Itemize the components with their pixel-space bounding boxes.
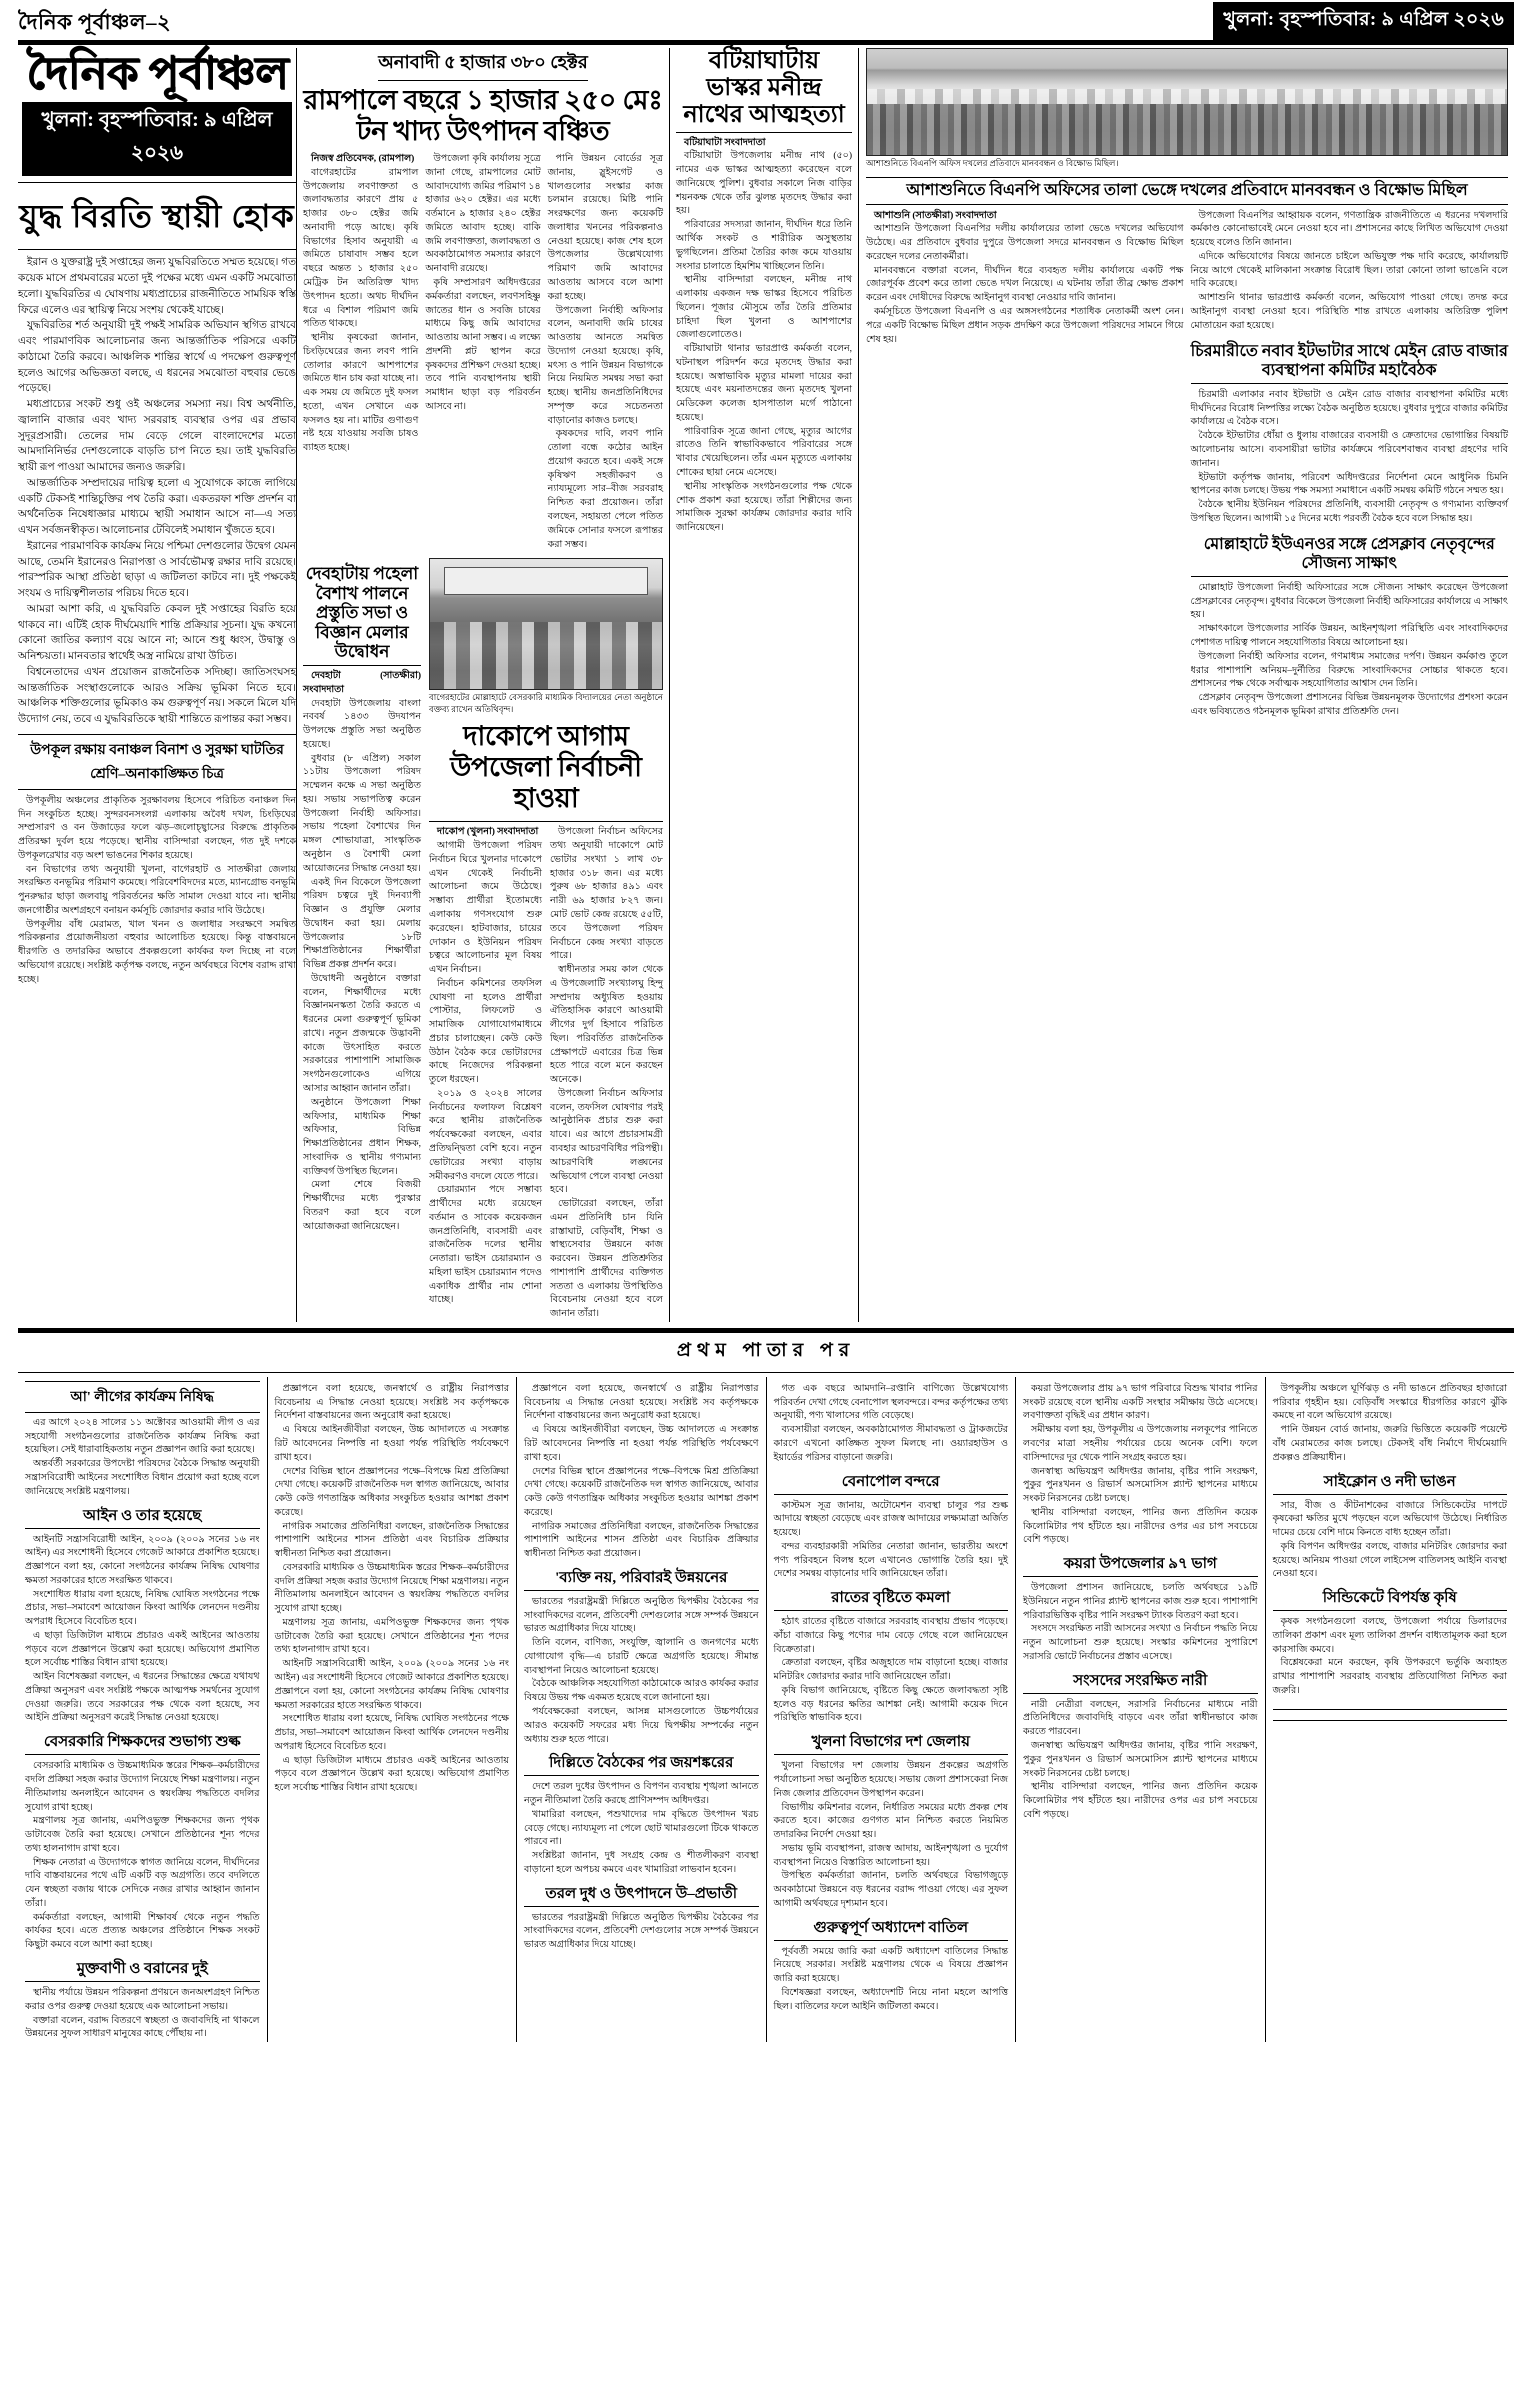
dacope-col-1 bbox=[429, 826, 542, 1322]
lower-paragraph: দেশের বিভিন্ন স্থানে প্রজ্ঞাপনের পক্ষে–বিপক্ষে মিশ্র প্রতিক্রিয়া দেখা গেছে। কয়েকটি রাজনৈতিক দল স্বাগত জানিয়েছে, আবার কেউ কেউ গণতান্ত্রিক অধিকার সংকুচিত হওয়ার আশঙ্কা প্রকাশ করেছে। bbox=[274, 1466, 509, 1518]
debhata-paragraph: বুধবার (৮ এপ্রিল) সকাল ১১টায় উপজেলা পরিষদ সম্মেলন কক্ষে এ সভা অনুষ্ঠিত হয়। সভায় সভাপতিত্ব করেন উপজেলা নির্বাহী অফিসার। সভায় পহেলা বৈশাখের দিন মঙ্গল শোভাযাত্রা, সাংস্কৃতিক অনুষ্ঠান ও বৈশাখী মেলা আয়োজনের সিদ্ধান্ত নেওয়া হয়। bbox=[303, 753, 421, 874]
rampal-paragraph: কৃষকদের দাবি, লবণ পানি তোলা বন্ধে কঠোর আইন প্রয়োগ করতে হবে। একই সঙ্গে কৃষিঋণ সহজীকরণ ও ন্যায্যমূল্যে সার–বীজ সরবরাহ নিশ্চিত করা প্রয়োজন। তাঁরা বলছেন, সহায়তা পেলে পতিত জমিকে সোনার ফসলে রূপান্তর করা সম্ভব। bbox=[547, 429, 663, 550]
batiaghata-rule bbox=[676, 132, 852, 133]
debhata-byline: দেবহাটা (সাতক্ষীরা) সংবাদদাতা bbox=[303, 671, 421, 695]
lower-col-4 bbox=[767, 1377, 1016, 2042]
lower-2-body bbox=[774, 1500, 1009, 1583]
lower-paragraph: খুলনা বিভাগের দশ জেলায় উন্নয়ন প্রকল্পের অগ্রগতি পর্যালোচনা সভা অনুষ্ঠিত হয়েছে। সভায় জেলা প্রশাসকেরা নিজ নিজ জেলার প্রতিবেদন উপস্থাপন করেন। bbox=[773, 1761, 1008, 1799]
lower-paragraph: অন্তর্বর্তী সরকারের উপদেষ্টা পরিষদের বৈঠকে সিদ্ধান্ত অনুযায়ী সন্ত্রাসবিরোধী আইনের সংশোধিত বিধান প্রয়োগ করা হচ্ছে বলে জানিয়েছে সংশ্লিষ্ট মন্ত্রণালয়। bbox=[25, 1459, 260, 1497]
lower-paragraph: এ বিষয়ে আইনজীবীরা বলছেন, উচ্চ আদালতে এ সংক্রান্ত রিট আবেদনের নিষ্পত্তি না হওয়া পর্যন্ত পরিস্থিতি পর্যবেক্ষণে রাখা হবে। bbox=[274, 1425, 509, 1463]
page-folio: দৈনিক পূর্বাঞ্চল–২ bbox=[18, 10, 172, 34]
lower-3-intro bbox=[1023, 1383, 1258, 1548]
rampal-paragraph: কৃষি সম্প্রসারণ অধিদপ্তরের কর্মকর্তারা বলছেন, লবণসহিষ্ণু জাতের ধান ও সবজি চাষের মাধ্যমে কিছু জমি আবাদের আওতায় আনা সম্ভব। এ লক্ষ্যে প্রদর্শনী প্লট স্থাপন করে কৃষকদের প্রশিক্ষণ দেওয়া হচ্ছে। তবে পানি ব্যবস্থাপনায় স্থায়ী সমাধান ছাড়া বড় পরিবর্তন আসবে না। bbox=[425, 277, 541, 412]
lower-paragraph: কৃষি বিপণন অধিদপ্তর বলছে, বাজার মনিটরিং জোরদার করা হয়েছে। অনিয়ম পাওয়া গেলে লাইসেন্স বাতিলসহ আইনি ব্যবস্থা নেওয়া হবে। bbox=[1272, 1541, 1507, 1580]
lower-paragraph: আইন বিশেষজ্ঞরা বলছেন, এ ধরনের সিদ্ধান্তের ক্ষেত্রে যথাযথ প্রক্রিয়া অনুসরণ এবং সংশ্লিষ্ট পক্ষকে আত্মপক্ষ সমর্থনের সুযোগ দেওয়া জরুরি। তবে সরকারের পক্ষ থেকে বলা হয়েছে, সব আইনি প্রক্রিয়া অনুসরণ করেই সিদ্ধান্ত নেওয়া হয়েছে। bbox=[25, 1672, 260, 1724]
lower-4-sub-0: সিন্ডিকেটে বিপর্যস্ত কৃষি bbox=[1273, 1589, 1508, 1611]
lead-sub-paragraph: উপকূলীয় অঞ্চলের প্রাকৃতিক সুরক্ষাবলয় হিসেবে পরিচিত বনাঞ্চল দিন দিন সংকুচিত হচ্ছে। সুন্দরবনসংলগ্ন এলাকায় অবৈধ দখল, চিংড়িঘের সম্প্রসারণ ও বন উজাড়ের ফলে ঝড়–জলোচ্ছ্বাসের বিরুদ্ধে প্রাকৃতিক প্রতিরক্ষা দুর্বল হয়ে পড়েছে। স্থানীয় বাসিন্দারা বলছেন, গত দুই দশকে উপকূলরেখার বড় অংশ ভাঙনের শিকার হয়েছে। bbox=[18, 795, 296, 861]
lower-paragraph: বিশ্লেষকেরা মনে করছেন, কৃষি উপকরণে ভর্তুকি অব্যাহত রাখার পাশাপাশি সরবরাহ ব্যবস্থায় প্রতিযোগিতা নিশ্চিত করা জরুরি। bbox=[1272, 1658, 1507, 1696]
lead-paragraph: ইরান ও যুক্তরাষ্ট্র দুই সপ্তাহের জন্য যুদ্ধবিরতিতে সম্মত হয়েছে। গত কয়েক মাসে প্রথমবারের মতো দুই পক্ষের মধ্যে এমন একটি সমঝোতা হলো। যুদ্ধবিরতির এ ঘোষণায় মধ্যপ্রাচ্যের রাজনীতিতে সাময়িক স্বস্তি ফিরে এলেও এর স্থায়িত্ব নিয়ে সংশয় থেকেই যাচ্ছে। bbox=[18, 257, 296, 316]
lower-0-headline: আ' লীগের কার্যক্রম নিষিদ্ধ bbox=[25, 1381, 260, 1413]
lower-4-body bbox=[1273, 1500, 1508, 1583]
lower-2-sub-2: গুরুত্বপূর্ণ অধ্যাদেশ বাতিল bbox=[774, 1919, 1009, 1941]
lower-paragraph: জনস্বাস্থ্য অভিযন্ত্রণ অধিদপ্তর জানায়, বৃষ্টির পানি সংরক্ষণ, পুকুর পুনঃখনন ও রিভার্স অসমোসিস প্ল্যান্ট স্থাপনের মাধ্যমে সংকট নিরসনের চেষ্টা চলছে। bbox=[1023, 1466, 1258, 1505]
lower-paragraph: নাগরিক সমাজের প্রতিনিধিরা বলছেন, রাজনৈতিক সিদ্ধান্তের পাশাপাশি আইনের শাসন প্রতিষ্ঠা এবং বিচারিক প্রক্রিয়ার স্বাধীনতা নিশ্চিত করা প্রয়োজন। bbox=[274, 1521, 509, 1560]
lower-paragraph: বিভাগীয় কমিশনার বলেন, নির্ধারিত সময়ের মধ্যে প্রকল্প শেষ করতে হবে। কাজের গুণগত মান নিশ্চিত করতে নিয়মিত তদারকির নির্দেশ দেওয়া হয়। bbox=[773, 1802, 1008, 1841]
lower-paragraph: স্থানীয় বাসিন্দারা বলছেন, পানির জন্য প্রতিদিন কয়েক কিলোমিটার পথ হাঁটতে হয়। নারীদের ওপর এর চাপ সবচেয়ে বেশি পড়ছে। bbox=[1023, 1782, 1258, 1820]
top-date-badge: খুলনা: বৃহস্পতিবার: ৯ এপ্রিল ২০২৬ bbox=[1213, 2, 1514, 42]
photo-image bbox=[430, 559, 662, 689]
right-item-0-headline: চিরমারীতে নবাব ইটভাটার সাথে মেইন রোড বাজার ব্যবস্থাপনা কমিটির মহাবৈঠক bbox=[1191, 342, 1509, 384]
lower-4-intro bbox=[1273, 1383, 1508, 1466]
right-item-paragraph: ইটভাটা কর্তৃপক্ষ জানায়, পরিবেশ অধিদপ্তরের নির্দেশনা মেনে আধুনিক চিমনি স্থাপনের কাজ চলছে। উভয় পক্ষ সমস্যা সমাধানে একটি সমন্বয় কমিটি গঠনে সম্মত হয়। bbox=[1190, 472, 1508, 497]
debhata-paragraph: অনুষ্ঠানে উপজেলা শিক্ষা অফিসার, মাধ্যমিক শিক্ষা অফিসার, বিভিন্ন শিক্ষাপ্রতিষ্ঠানের প্রধান শিক্ষক, সাংবাদিক ও স্থানীয় গণ্যমান্য ব্যক্তিবর্গ উপস্থিত ছিলেন। bbox=[303, 1097, 421, 1177]
dacope-paragraph: ২০১৯ ও ২০২৪ সালের নির্বাচনের ফলাফল বিশ্লেষণ করে স্থানীয় রাজনৈতিক পর্যবেক্ষকেরা বলছেন, এবার প্রতিদ্বন্দ্বিতা বেশি হবে। নতুন ভোটারের সংখ্যা বাড়ায় সমীকরণও বদলে যেতে পারে। bbox=[429, 1088, 542, 1182]
photo-image bbox=[867, 49, 1507, 155]
batiaghata-paragraph: পরিবারের সদস্যরা জানান, দীর্ঘদিন ধরে তিনি আর্থিক সংকট ও শারীরিক অসুস্থতায় ভুগছিলেন। প্রতিমা তৈরির কাজ কমে যাওয়ায় সংসার চালাতে হিমশিম খাচ্ছিলেন তিনি। bbox=[676, 220, 852, 272]
dacope-paragraph: চেয়ারম্যান পদে সম্ভাব্য প্রার্থীদের মধ্যে রয়েছেন বর্তমান ও সাবেক কয়েকজন জনপ্রতিনিধি, ব্যবসায়ী এবং রাজনৈতিক দলের স্থানীয় নেতারা। ভাইস চেয়ারম্যান ও মহিলা ভাইস চেয়ারম্যান পদেও একাধিক প্রার্থীর নাম শোনা যাচ্ছে। bbox=[429, 1185, 542, 1306]
lower-col-5 bbox=[1016, 1377, 1265, 2042]
lower-paragraph: স্থানীয় বাসিন্দারা বলছেন, পানির জন্য প্রতিদিন কয়েক কিলোমিটার পথ হাঁটতে হয়। নারীদের ওপর এর চাপ সবচেয়ে বেশি পড়ছে। bbox=[1023, 1507, 1258, 1546]
lower-0-sub-2: মুক্তবাণী ও বরানের দুই bbox=[25, 1960, 260, 1982]
lower-paragraph: তিনি বলেন, বাণিজ্য, সংযুক্তি, জ্বালানি ও জনগণের মধ্যে যোগাযোগ বৃদ্ধি—এ চারটি ক্ষেত্রে অগ্রগতি হয়েছে। সীমান্ত ব্যবস্থাপনা নিয়েও আলোচনা হয়েছে। bbox=[524, 1638, 759, 1676]
lower-2-sub-0: রাতের বৃষ্টিতে কমলা bbox=[774, 1589, 1009, 1611]
lower-paragraph: এ ছাড়া ডিজিটাল মাধ্যমে প্রচারও একই আইনের আওতায় পড়বে বলে প্রজ্ঞাপনে উল্লেখ করা হয়েছে। অভিযোগ প্রমাণিত হলে সর্বোচ্চ শাস্তির বিধান রাখা হয়েছে। bbox=[25, 1630, 260, 1669]
right-column bbox=[860, 48, 1514, 1322]
lower-col-1 bbox=[18, 1377, 267, 2042]
lower-1-sub-1-body bbox=[524, 1912, 759, 1953]
batiaghata-paragraph: স্থানীয় সাংস্কৃতিক সংগঠনগুলোর পক্ষ থেকে শোক প্রকাশ করা হয়েছে। তাঁরা শিল্পীদের জন্য সামাজিক সুরক্ষা কার্যক্রম জোরদার করার দাবি জানিয়েছেন। bbox=[676, 481, 852, 534]
debhata-headline: দেবহাটায় পহেলা বৈশাখ পালনে প্রস্তুতি সভা ও বিজ্ঞান মেলার উদ্বোধন bbox=[303, 564, 421, 666]
lower-paragraph: বিশেষজ্ঞরা বলছেন, অধ্যাদেশটি নিয়ে নানা মহলে আপত্তি ছিল। বাতিলের ফলে আইনি জটিলতা কমবে। bbox=[773, 1987, 1008, 2012]
lower-paragraph: ক্রেতারা বলছেন, বৃষ্টির অজুহাতে দাম বাড়ানো হচ্ছে। বাজার মনিটরিং জোরদার করার দাবি জানিয়েছেন তাঁরা। bbox=[773, 1658, 1008, 1683]
right-item-0-body bbox=[1191, 389, 1509, 527]
lower-0-sub-2-body bbox=[25, 1987, 260, 2042]
right-item-paragraph: উপজেলা নির্বাহী অফিসার বলেন, গণমাধ্যম সমাজের দর্পণ। উন্নয়ন কর্মকাণ্ড তুলে ধরার পাশাপাশি অনিয়ম–দুর্নীতির বিরুদ্ধে সাংবাদিকদের সোচ্চার থাকতে হবে। প্রশাসনের পক্ষ থেকে সর্বাত্মক সহযোগিতার আশ্বাস দেন তিনি। bbox=[1190, 651, 1508, 690]
masthead-column bbox=[18, 48, 296, 1322]
bnp-rally-headline: আশাশুনিতে বিএনপি অফিসের তালা ভেঙ্গে দখলের প্রতিবাদে মানববন্ধন ও বিক্ষোভ মিছিল bbox=[866, 177, 1508, 204]
lower-paragraph: পূর্ববর্তী সময়ে জারি করা একটি অধ্যাদেশ বাতিলের সিদ্ধান্ত নিয়েছে সরকার। সংশ্লিষ্ট মন্ত্রণালয় থেকে এ বিষয়ে প্রজ্ঞাপন জারি করা হয়েছে। bbox=[773, 1946, 1008, 1985]
lead-paragraph: আন্তর্জাতিক সম্প্রদায়ের দায়িত্ব হলো এ সুযোগকে কাজে লাগিয়ে একটি টেকসই শান্তিচুক্তির পথ তৈরি করা। একতরফা শক্তি প্রদর্শন বা অর্থনৈতিক নিষেধাজ্ঞার মাধ্যমে স্থায়ী সমাধান আসে না—এ সত্য এখন সর্বজনস্বীকৃত। আলোচনার টেবিলেই সমাধান খুঁজতে হবে। bbox=[18, 477, 296, 536]
right-item-1-body bbox=[1191, 582, 1509, 720]
debhata-photo-block bbox=[429, 558, 663, 1322]
batiaghata-paragraph: স্থানীয় বাসিন্দারা বলছেন, মনীন্দ্র নাথ এলাকায় একজন দক্ষ ভাস্কর হিসেবে পরিচিত ছিলেন। পূজার মৌসুমে তাঁর তৈরি প্রতিমার চাহিদা ছিল খুলনা ও আশপাশের জেলাগুলোতেও। bbox=[676, 275, 852, 341]
lower-1-intro bbox=[524, 1383, 759, 1562]
lower-paragraph: আইনটি সন্ত্রাসবিরোধী আইন, ২০০৯ (২০০৯ সনের ১৬ নং আইন) এর সংশোধনী হিসেবে গেজেট আকারে প্রকাশিত হয়েছে। প্রজ্ঞাপনে বলা হয়, কোনো সংগঠনের কার্যক্রম নিষিদ্ধ ঘোষণার ক্ষমতা সরকারের হাতে সংরক্ষিত থাকবে। bbox=[25, 1534, 260, 1586]
lower-1-sub-1: তরল দুধ ও উৎপাদনে উ–প্রভাতী bbox=[524, 1885, 759, 1907]
rampal-byline: নিজস্ব প্রতিবেদক, (রামপাল) bbox=[311, 154, 415, 165]
lower-col-6 bbox=[1266, 1377, 1515, 2042]
right-item-paragraph: প্রেসক্লাব নেতৃবৃন্দ উপজেলা প্রশাসনের বিভিন্ন উন্নয়নমূলক উদ্যোগের প্রশংসা করেন এবং ভবিষ্যতেও গঠনমূলক ভূমিকা রাখার প্রতিশ্রুতি দেন। bbox=[1190, 693, 1508, 717]
lower-paragraph: উপকূলীয় অঞ্চলে ঘূর্ণিঝড় ও নদী ভাঙনে প্রতিবছর হাজারো পরিবার গৃহহীন হয়। বেড়িবাঁধ সংস্কারে ধীরগতির কারণে ঝুঁকি কমছে না বলে অভিযোগ রয়েছে। bbox=[1272, 1383, 1507, 1422]
lead-sub-paragraph: বন বিভাগের তথ্য অনুযায়ী খুলনা, বাগেরহাট ও সাতক্ষীরা জেলায় সংরক্ষিত বনভূমির পরিমাণ কমেছে। পরিবেশবিদদের মতে, ম্যানগ্রোভ বনভূমি পুনরুদ্ধার ছাড়া জলবায়ু পরিবর্তনের ক্ষতি সামাল দেওয়া যাবে না। স্থানীয় জনগোষ্ঠীর অংশগ্রহণে বনায়ন কর্মসূচি জোরদার করার দাবি উঠেছে। bbox=[18, 864, 296, 916]
lower-paragraph: মন্ত্রণালয় সূত্র জানায়, এমপিওভুক্ত শিক্ষকদের জন্য পৃথক ডাটাবেজ তৈরি করা হয়েছে। সেখানে প্রতিষ্ঠানের শূন্য পদের তথ্য হালনাগাদ রাখা হবে। bbox=[274, 1617, 509, 1656]
batiaghata-paragraph: পারিবারিক সূত্রে জানা গেছে, মৃত্যুর আগের রাতেও তিনি স্বাভাবিকভাবে পরিবারের সঙ্গে খাবার খেয়েছিলেন। তাঁর এমন মৃত্যুতে এলাকায় শোকের ছায়া নেমে এসেছে। bbox=[676, 426, 852, 478]
section-banner-label: প্রথম পাতার পর bbox=[676, 1339, 856, 1361]
masthead-logo: দৈনিক পূর্বাঞ্চল bbox=[26, 48, 288, 98]
right-item-paragraph: সাক্ষাৎকালে উপজেলার সার্বিক উন্নয়ন, আইনশৃঙ্খলা পরিস্থিতি এবং সাংবাদিকদের পেশাগত দায়িত্ব পালনে সহযোগিতার বিষয়ে আলোচনা হয়। bbox=[1190, 624, 1508, 649]
bnp-paragraph: কর্মসূচিতে উপজেলা বিএনপি ও এর অঙ্গসংগঠনের শতাধিক নেতাকর্মী অংশ নেন। পরে একটি বিক্ষোভ মিছিল প্রধান সড়ক প্রদক্ষিণ করে উপজেলা পরিষদের সামনে গিয়ে শেষ হয়। bbox=[866, 307, 1184, 345]
lower-paragraph: এ বিষয়ে আইনজীবীরা বলছেন, উচ্চ আদালতে এ সংক্রান্ত রিট আবেদনের নিষ্পত্তি না হওয়া পর্যন্ত পরিস্থিতি পর্যবেক্ষণে রাখা হবে। bbox=[524, 1425, 759, 1463]
bnp-paragraph: আশাশুনি থানার ভারপ্রাপ্ত কর্মকর্তা বলেন, অভিযোগ পাওয়া গেছে। তদন্ত করে আইনানুগ ব্যবস্থা নেওয়া হবে। পরিস্থিতি শান্ত রাখতে এলাকায় অতিরিক্ত পুলিশ মোতায়েন করা হয়েছে। bbox=[1190, 293, 1508, 331]
top-strip bbox=[18, 0, 1514, 40]
dacope-byline: দাকোপ (খুলনা) সংবাদদাতা bbox=[437, 827, 539, 838]
lower-paragraph: সংশোধিত ধারায় বলা হয়েছে, নিষিদ্ধ ঘোষিত সংগঠনের পক্ষে প্রচার, সভা–সমাবেশ আয়োজন কিংবা আর্থিক লেনদেন দণ্ডনীয় অপরাধ হিসেবে বিবেচিত হবে। bbox=[25, 1589, 260, 1628]
debhata-paragraph: উদ্বোধনী অনুষ্ঠানে বক্তারা বলেন, শিক্ষার্থীদের মধ্যে বিজ্ঞানমনস্কতা তৈরি করতে এ ধরনের মেলা গুরুত্বপূর্ণ ভূমিকা রাখে। নতুন প্রজন্মকে উদ্ভাবনী কাজে উৎসাহিত করতে সরকারের পাশাপাশি সামাজিক সংগঠনগুলোকেও এগিয়ে আসার আহ্বান জানান তাঁরা। bbox=[303, 973, 421, 1094]
lower-paragraph: বেসরকারি মাধ্যমিক ও উচ্চমাধ্যমিক স্তরের শিক্ষক–কর্মচারীদের বদলি প্রক্রিয়া সহজ করার উদ্যোগ নিয়েছে শিক্ষা মন্ত্রণালয়। নতুন নীতিমালায় অনলাইনে আবেদন ও স্বয়ংক্রিয় পদ্ধতিতে বদলির সুযোগ রাখা হচ্ছে। bbox=[25, 1761, 260, 1813]
lower-4-headline: সাইক্লোন ও নদী ভাঙন bbox=[1273, 1473, 1508, 1495]
dacope-rule bbox=[429, 821, 663, 822]
lower-paragraph: সংসদে সংরক্ষিত নারী আসনের সংখ্যা ও নির্বাচন পদ্ধতি নিয়ে নতুন আলোচনা শুরু হয়েছে। সংস্কার কমিশনের সুপারিশে সরাসরি ভোটে নির্বাচনের প্রস্তাব এসেছে। bbox=[1023, 1624, 1258, 1662]
debhata-body bbox=[303, 670, 421, 1234]
rampal-col-2 bbox=[425, 153, 540, 552]
column-divider bbox=[858, 48, 859, 1322]
dacope-col-2 bbox=[550, 826, 663, 1322]
lead-sub-headline: উপকূল রক্ষায় বনাঞ্চল বিনাশ ও সুরক্ষা ঘাটতির শ্রেণি–অনাকাঙ্ক্ষিত চিত্র bbox=[18, 734, 296, 790]
lower-col-2-body bbox=[275, 1383, 510, 1796]
lead-headline: যুদ্ধ বিরতি স্থায়ী হোক bbox=[19, 198, 295, 235]
lower-2-sub-1: খুলনা বিভাগের দশ জেলায় bbox=[774, 1733, 1009, 1755]
lower-paragraph: সভায় ভূমি ব্যবস্থাপনা, রাজস্ব আদায়, আইনশৃঙ্খলা ও দুর্যোগ ব্যবস্থাপনা নিয়েও বিস্তারিত আলোচনা হয়। bbox=[773, 1843, 1008, 1868]
batiaghata-paragraph: বটিয়াঘাটা উপজেলায় মনীন্দ্র নাথ (৫০) নামের এক ভাস্কর আত্মহত্যা করেছেন বলে জানিয়েছে পুলিশ। বুধবার সকালে নিজ বাড়ির শয়নকক্ষ থেকে তাঁর ঝুলন্ত মৃতদেহ উদ্ধার করা হয়। bbox=[676, 151, 852, 217]
right-item-paragraph: বৈঠকে স্থানীয় ইউনিয়ন পরিষদের প্রতিনিধি, ব্যবসায়ী নেতৃবৃন্দ ও গণ্যমান্য ব্যক্তিবর্গ উপস্থিত ছিলেন। আগামী ১৫ দিনের মধ্যে পরবর্তী বৈঠক হবে বলে সিদ্ধান্ত হয়। bbox=[1190, 500, 1508, 524]
lower-grid bbox=[18, 1377, 1514, 2042]
rampal-paragraph: পানি উন্নয়ন বোর্ডের সূত্র জানায়, স্লুইসগেট ও খালগুলোর সংস্কার কাজ চলমান রয়েছে। মিষ্টি পানি সংরক্ষণের জন্য কয়েকটি জলাধার খননের পরিকল্পনাও নেওয়া হয়েছে। কাজ শেষ হলে উপজেলার উল্লেখযোগ্য পরিমাণ জমি আবাদের আওতায় আসবে বলে আশা করা হচ্ছে। bbox=[547, 154, 663, 302]
lower-0-sub-0: আইন ও তার হয়েছে bbox=[25, 1507, 260, 1529]
dacope-paragraph: স্বাধীনতার সময় কাল থেকে এ উপজেলাটি সংখ্যালঘু হিন্দু সম্প্রদায় অধ্যুষিত হওয়ায় ঐতিহাসিক কারণে আওয়ামী লীগের দুর্গ হিসাবে পরিচিত ছিল। পরিবর্তিত রাজনৈতিক প্রেক্ষাপটে এবারের চিত্র ভিন্ন হতে পারে বলে মনে করছেন অনেকে। bbox=[550, 965, 663, 1086]
lower-paragraph: এ ছাড়া ডিজিটাল মাধ্যমে প্রচারও একই আইনের আওতায় পড়বে বলে প্রজ্ঞাপনে উল্লেখ করা হয়েছে। অভিযোগ প্রমাণিত হলে সর্বোচ্চ শাস্তির বিধান রাখা হয়েছে। bbox=[274, 1755, 509, 1794]
lead-paragraph: যুদ্ধবিরতির শর্ত অনুযায়ী দুই পক্ষই সামরিক অভিযান স্থগিত রাখবে এবং পারমাণবিক আলোচনার জন্য আন্তর্জাতিক পরিসরে একটি কাঠামো তৈরি করবে। আঞ্চলিক শান্তির স্বার্থে এ পদক্ষেপ গুরুত্বপূর্ণ হলেও আগের অভিজ্ঞতা বলছে, এ ধরনের সমঝোতা বহুবার ভেঙে পড়েছে। bbox=[18, 320, 296, 395]
meeting-photo-caption: বাগেরহাটের মোল্লাহাটে বেসরকারি মাধ্যমিক বিদ্যালয়ের নেতা অনুষ্ঠানে বক্তব্য রাখেন অতিথিবৃন্দ। bbox=[429, 692, 663, 714]
debhata-paragraph: মেলা শেষে বিজয়ী শিক্ষার্থীদের মধ্যে পুরস্কার বিতরণ করা হবে বলে আয়োজকরা জানিয়েছেন। bbox=[303, 1180, 421, 1232]
rampal-paragraph: বাগেরহাটের রামপাল উপজেলায় লবণাক্ততা ও জলাবদ্ধতার কারণে প্রায় ৫ হাজার ৩৮০ হেক্টর জমি অনাবাদী পড়ে আছে। কৃষি বিভাগের হিসাব অনুযায়ী এ জমিতে চাষাবাদ সম্ভব হলে বছরে অন্তত ১ হাজার ২৫০ মেট্রিক টন অতিরিক্ত খাদ্য উৎপাদন হতো। অথচ দীর্ঘদিন ধরে এ বিশাল পরিমাণ জমি পতিত থাকছে। bbox=[303, 167, 419, 330]
lower-2-sub-1-body bbox=[774, 1760, 1009, 1911]
lower-1-sub-0: দিল্লিতে বৈঠকের পর জয়শঙ্করের bbox=[524, 1754, 759, 1776]
rampal-col-3 bbox=[548, 153, 663, 552]
lower-col-3 bbox=[517, 1377, 766, 2042]
lower-paragraph: বৈঠকে আঞ্চলিক সহযোগিতা কাঠামোকে আরও কার্যকর করার বিষয়ে উভয় পক্ষ একমত হয়েছে বলে জানানো হয়। bbox=[524, 1679, 759, 1704]
dacope-paragraph: আগামী উপজেলা পরিষদ নির্বাচন ঘিরে খুলনার দাকোপে এখন থেকেই নির্বাচনী আলোচনা জমে উঠেছে। সম্ভাব্য প্রার্থীরা ইতোমধ্যে এলাকায় গণসংযোগ শুরু করেছেন। হাটবাজার, চায়ের দোকান ও ইউনিয়ন পরিষদ চত্বরে আলোচনার মূল বিষয় এখন নির্বাচন। bbox=[429, 841, 542, 976]
debhata-paragraph: দেবহাটা উপজেলায় বাংলা নববর্ষ ১৪৩৩ উদযাপন উপলক্ষে প্রস্তুতি সভা অনুষ্ঠিত হয়েছে। bbox=[303, 698, 421, 750]
bnp-paragraph: এদিকে অভিযোগের বিষয়ে জানতে চাইলে অভিযুক্ত পক্ষ দাবি করেছে, কার্যালয়টি নিয়ে আগে থেকেই মালিকানা সংক্রান্ত বিরোধ ছিল। তারা কোনো তালা ভাঙেনি বলে দাবি করেছে। bbox=[1190, 251, 1508, 290]
lower-1-headline: 'ব্যক্তি নয়, পরিবারই উন্নয়নের bbox=[524, 1569, 759, 1591]
section-banner bbox=[18, 1328, 1514, 1373]
lead-body bbox=[18, 255, 296, 728]
lower-paragraph: পানি উন্নয়ন বোর্ড জানায়, জরুরি ভিত্তিতে কয়েকটি পয়েন্টে বাঁধ মেরামতের কাজ চলছে। টেকসই বাঁধ নির্মাণে দীর্ঘমেয়াদি প্রকল্পও প্রক্রিয়াধীন। bbox=[1272, 1425, 1507, 1463]
lead-sub-paragraph: উপকূলীয় বাঁধ মেরামত, খাল খনন ও জলাধার সংরক্ষণে সমন্বিত পরিকল্পনার প্রয়োজনীয়তা বহুবার আলোচিত হয়েছে। কিন্তু বাস্তবায়নে ধীরগতি ও তদারকির অভাবে প্রকল্পগুলো কার্যকর ফল দিচ্ছে না বলে অভিযোগ রয়েছে। সংশ্লিষ্ট কর্তৃপক্ষ বলছে, নতুন অর্থবছরে বিশেষ বরাদ্দ রাখা হচ্ছে। bbox=[18, 919, 296, 985]
lead-sub-body bbox=[18, 795, 296, 988]
dacope-paragraph: উপজেলা নির্বাচন অফিসার বলেন, তফসিল ঘোষণার পরই আনুষ্ঠানিক প্রচার শুরু করা যাবে। এর আগে প্রচারসামগ্রী ব্যবহার আচরণবিধির পরিপন্থী। আচরণবিধি লঙ্ঘনের অভিযোগ পেলে ব্যবস্থা নেওয়া হবে। bbox=[550, 1088, 663, 1196]
lead-paragraph: ইরানের পারমাণবিক কার্যক্রম নিয়ে পশ্চিমা দেশগুলোর উদ্বেগ যেমন আছে, তেমনি ইরানেরও নিরাপত্তা ও সার্বভৌমত্ব রক্ষার দাবি রয়েছে। পারস্পরিক আস্থা প্রতিষ্ঠা ছাড়া এ জটিলতা কাটবে না। দুই পক্ষকেই সংযম ও দায়িত্বশীলতার পরিচয় দিতে হবে। bbox=[18, 540, 296, 599]
lower-paragraph: সংশ্লিষ্টরা জানান, দুধ সংগ্রহ কেন্দ্র ও শীতলীকরণ ব্যবস্থা বাড়ানো হলে অপচয় কমবে এবং খামারিরা লাভবান হবেন। bbox=[524, 1851, 759, 1875]
right-item-paragraph: বৈঠকে ইটভাটার ধোঁয়া ও ধুলায় বাজারের ব্যবসায়ী ও ক্রেতাদের ভোগান্তির বিষয়টি আলোচনায় আসে। ব্যবসায়ীরা ভাটার কার্যক্রমে পরিবেশবান্ধব ব্যবস্থা গ্রহণের দাবি জানান। bbox=[1190, 431, 1508, 469]
lower-paragraph: প্রজ্ঞাপনে বলা হয়েছে, জনস্বার্থে ও রাষ্ট্রীয় নিরাপত্তার বিবেচনায় এ সিদ্ধান্ত নেওয়া হয়েছে। সংশ্লিষ্ট সব কর্তৃপক্ষকে নির্দেশনা বাস্তবায়নের জন্য অনুরোধ করা হয়েছে। bbox=[274, 1383, 509, 1422]
lower-paragraph: কৃষক সংগঠনগুলো বলছে, উপজেলা পর্যায়ে ডিলারদের তালিকা প্রকাশ এবং মূল্য তালিকা প্রদর্শন বাধ্যতামূলক করা হলে কারসাজি কমবে। bbox=[1272, 1617, 1507, 1655]
rally-photo-caption: আশাশুনিতে বিএনপি অফিস দখলের প্রতিবাদে মানববন্ধন ও বিক্ষোভ মিছিল। bbox=[866, 158, 1119, 168]
batiaghata-column bbox=[670, 48, 858, 1322]
rampal-paragraph: উপজেলা নির্বাহী অফিসার বলেন, অনাবাদী জমি চাষের আওতায় আনতে সমন্বিত উদ্যোগ নেওয়া হয়েছে। কৃষি, মৎস্য ও পানি উন্নয়ন বিভাগকে নিয়ে নিয়মিত সমন্বয় সভা করা হচ্ছে। স্থানীয় জনপ্রতিনিধিদের সম্পৃক্ত করে সচেতনতা বাড়ানোর কাজও চলছে। bbox=[547, 305, 663, 426]
lower-paragraph: কর্মকর্তারা বলছেন, আগামী শিক্ষাবর্ষ থেকে নতুন পদ্ধতি কার্যকর হবে। এতে প্রত্যন্ত অঞ্চলের প্রতিষ্ঠানে শিক্ষক সংকট কিছুটা কমবে বলে আশা করা হচ্ছে। bbox=[25, 1912, 260, 1951]
bnp-col-1 bbox=[866, 210, 1184, 720]
lower-paragraph: দেশে তরল দুধের উৎপাদন ও বিপণন ব্যবস্থায় শৃঙ্খলা আনতে নতুন নীতিমালা তৈরি করছে প্রাণিসম্পদ অধিদপ্তর। bbox=[524, 1782, 759, 1807]
lower-0-sub-0-body bbox=[25, 1534, 260, 1727]
lower-paragraph: সংশোধিত ধারায় বলা হয়েছে, নিষিদ্ধ ঘোষিত সংগঠনের পক্ষে প্রচার, সভা–সমাবেশ আয়োজন কিংবা আর্থিক লেনদেন দণ্ডনীয় অপরাধ হিসেবে বিবেচিত হবে। bbox=[274, 1714, 509, 1752]
masthead-date: খুলনা: বৃহস্পতিবার: ৯ এপ্রিল ২০২৬ bbox=[22, 102, 292, 176]
rampal-paragraph: স্থানীয় কৃষকেরা জানান, চিংড়িঘেরের জন্য লবণ পানি তোলার কারণে আশপাশের জমিতে ধান চাষ করা যাচ্ছে না। এক সময় যে জমিতে দুই ফসল হতো, এখন সেখানে এক ফসলও হয় না। মাটির গুণাগুণ নষ্ট হয়ে যাওয়ায় সবজি চাষও ব্যাহত হচ্ছে। bbox=[303, 333, 419, 454]
lower-paragraph: সার, বীজ ও কীটনাশকের বাজারে সিন্ডিকেটের দাপটে কৃষকেরা ক্ষতির মুখে পড়ছেন বলে অভিযোগ উঠেছে। নির্ধারিত দামের চেয়ে বেশি দামে কিনতে বাধ্য হচ্ছেন তাঁরা। bbox=[1272, 1500, 1507, 1539]
lower-paragraph: সমীক্ষায় বলা হয়, উপকূলীয় এ উপজেলায় নলকূপের পানিতে লবণের মাত্রা সহনীয় পর্যায়ের চেয়ে অনেক বেশি। ফলে বাসিন্দাদের দূর থেকে পানি সংগ্রহ করতে হয়। bbox=[1023, 1425, 1258, 1463]
lower-paragraph: উপজেলা প্রশাসন জানিয়েছে, চলতি অর্থবছরে ১৯টি ইউনিয়নে নতুন পানির প্ল্যান্ট স্থাপনের কাজ শুরু হবে। পাশাপাশি পরিবারভিত্তিক বৃষ্টির পানি সংরক্ষণ ট্যাংক বিতরণ করা হবে। bbox=[1023, 1583, 1258, 1621]
lower-3-sub-0: সংসদের সংরক্ষিত নারী bbox=[1023, 1672, 1258, 1694]
lower-paragraph: মন্ত্রণালয় সূত্র জানায়, এমপিওভুক্ত শিক্ষকদের জন্য পৃথক ডাটাবেজ তৈরি করা হয়েছে। সেখানে প্রতিষ্ঠানের শূন্য পদের তথ্য হালনাগাদ রাখা হবে। bbox=[25, 1816, 260, 1854]
dacope-paragraph: ভোটারেরা বলছেন, তাঁরা এমন প্রতিনিধি চান যিনি রাস্তাঘাট, বেড়িবাঁধ, শিক্ষা ও স্বাস্থ্যসেবার উন্নয়নে কাজ করবেন। উন্নয়ন প্রতিশ্রুতির পাশাপাশি প্রার্থীদের ব্যক্তিগত সততা ও এলাকায় উপস্থিতিও বিবেচনায় নেওয়া হবে বলে জানান তাঁরা। bbox=[550, 1199, 663, 1320]
dacope-headline: দাকোপে আগাম উপজেলা নির্বাচনী হাওয়া bbox=[450, 721, 642, 814]
lead-paragraph: বিশ্বনেতাদের এখন প্রয়োজন রাজনৈতিক সদিচ্ছা। জাতিসংঘসহ আন্তর্জাতিক সংস্থাগুলোকে আরও সক্রিয় ভূমিকা নিতে হবে। আঞ্চলিক শক্তিগুলোর ভূমিকাও কম গুরুত্বপূর্ণ নয়। সকলে মিলে যদি উদ্যোগ নেয়, তবে এ যুদ্ধবিরতিকে স্থায়ী শান্তিতে রূপান্তর করা সম্ভব। bbox=[18, 666, 296, 725]
lower-5-headline bbox=[1273, 1706, 1508, 1710]
lower-paragraph: ভারতের পররাষ্ট্রমন্ত্রী দিল্লিতে অনুষ্ঠিত দ্বিপক্ষীয় বৈঠকের পর সাংবাদিকদের বলেন, প্রতিবেশী দেশগুলোর সঙ্গে সম্পর্ক উন্নয়নে ভারত অগ্রাধিকার দিয়ে যাচ্ছে। bbox=[524, 1912, 759, 1951]
lower-paragraph: কাস্টমস সূত্র জানায়, অটোমেশন ব্যবস্থা চালুর পর শুল্ক আদায়ে স্বচ্ছতা বেড়েছে এবং রাজস্ব আদায়ের লক্ষ্যমাত্রা অর্জিত হয়েছে। bbox=[773, 1500, 1008, 1539]
lower-paragraph: ভারতের পররাষ্ট্রমন্ত্রী দিল্লিতে অনুষ্ঠিত দ্বিপক্ষীয় বৈঠকের পর সাংবাদিকদের বলেন, প্রতিবেশী দেশগুলোর সঙ্গে সম্পর্ক উন্নয়নে ভারত অগ্রাধিকার দিয়ে যাচ্ছে। bbox=[524, 1596, 759, 1635]
dacope-paragraph: উপজেলা নির্বাচন অফিসের তথ্য অনুযায়ী দাকোপে মোট ভোটার সংখ্যা ১ লাখ ৩৮ হাজার ৩১৮ জন। এর মধ্যে পুরুষ ৬৮ হাজার ৪৯১ এবং নারী ৬৯ হাজার ৮২৭ জন। মোট ভোট কেন্দ্র রয়েছে ৫৫টি, তবে উপজেলা পরিষদ নির্বাচনে কেন্দ্র সংখ্যা বাড়তে পারে। bbox=[550, 827, 663, 962]
rally-photo bbox=[866, 48, 1508, 156]
lower-paragraph: প্রজ্ঞাপনে বলা হয়েছে, জনস্বার্থে ও রাষ্ট্রীয় নিরাপত্তার বিবেচনায় এ সিদ্ধান্ত নেওয়া হয়েছে। সংশ্লিষ্ট সব কর্তৃপক্ষকে নির্দেশনা বাস্তবায়নের জন্য অনুরোধ করা হয়েছে। bbox=[524, 1383, 759, 1422]
lower-paragraph: জনস্বাস্থ্য অভিযন্ত্রণ অধিদপ্তর জানায়, বৃষ্টির পানি সংরক্ষণ, পুকুর পুনঃখনন ও রিভার্স অসমোসিস প্ল্যান্ট স্থাপনের মাধ্যমে সংকট নিরসনের চেষ্টা চলছে। bbox=[1023, 1741, 1258, 1779]
right-item-paragraph: চিরমারী এলাকার নবাব ইটভাটা ও মেইন রোড বাজার ব্যবস্থাপনা কমিটির মধ্যে দীর্ঘদিনের বিরোধ নিষ্পত্তির লক্ষ্যে বৈঠক অনুষ্ঠিত হয়েছে। বুধবার দুপুরে বাজার কমিটির কার্যালয়ে এ বৈঠক বসে। bbox=[1190, 389, 1508, 428]
lower-5-sub-0 bbox=[1273, 1717, 1508, 1721]
bnp-col-2 bbox=[1191, 210, 1509, 720]
lower-paragraph: ব্যবসায়ীরা বলছেন, অবকাঠামোগত সীমাবদ্ধতা ও ট্রাকজটের কারণে এখনো কাঙ্ক্ষিত সুফল মিলছে না। ওয়্যারহাউস ও ইয়ার্ডের পরিসর বাড়ানো জরুরি। bbox=[773, 1425, 1008, 1463]
header-grid bbox=[18, 48, 1514, 1322]
batiaghata-paragraph: বটিয়াঘাটা থানার ভারপ্রাপ্ত কর্মকর্তা বলেন, ঘটনাস্থল পরিদর্শন করে মৃতদেহ উদ্ধার করা হয়েছে। অস্বাভাবিক মৃত্যুর মামলা দায়ের করা হয়েছে এবং ময়নাতদন্তের জন্য মৃতদেহ খুলনা মেডিকেল কলেজ হাসপাতাল মর্গে পাঠানো হয়েছে। bbox=[676, 344, 852, 423]
lower-paragraph: দেশের বিভিন্ন স্থানে প্রজ্ঞাপনের পক্ষে–বিপক্ষে মিশ্র প্রতিক্রিয়া দেখা গেছে। কয়েকটি রাজনৈতিক দল স্বাগত জানিয়েছে, আবার কেউ কেউ গণতান্ত্রিক অধিকার সংকুচিত হওয়ার আশঙ্কা প্রকাশ করেছে। bbox=[524, 1466, 759, 1518]
rampal-kicker: অনাবাদী ৫ হাজার ৩৮০ হেক্টর bbox=[378, 48, 588, 81]
lower-paragraph: শিক্ষক নেতারা এ উদ্যোগকে স্বাগত জানিয়ে বলেন, দীর্ঘদিনের দাবি বাস্তবায়নের পথে এটি একটি বড় অগ্রগতি। তবে বদলিতে যেন স্বচ্ছতা বজায় থাকে সেদিকে নজর রাখার আহ্বান জানান তাঁরা। bbox=[25, 1857, 260, 1909]
lower-paragraph: গত এক বছরে আমদানি–রপ্তানি বাণিজ্যে উল্লেখযোগ্য পরিবর্তন দেখা গেছে বেনাপোল স্থলবন্দরে। বন্দর কর্তৃপক্ষের তথ্য অনুযায়ী, পণ্য খালাসের গতি বেড়েছে। bbox=[773, 1383, 1008, 1422]
right-item-paragraph: মোল্লাহাট উপজেলা নির্বাহী অফিসারের সঙ্গে সৌজন্য সাক্ষাৎ করেছেন উপজেলা প্রেসক্লাবের নেতৃবৃন্দ। বুধবার বিকেলে উপজেলা নির্বাহী অফিসারের কার্যালয়ে এ সাক্ষাৎ হয়। bbox=[1190, 582, 1508, 621]
lower-2-headline: বেনাপোল বন্দরে bbox=[774, 1473, 1009, 1495]
lower-paragraph: বন্দর ব্যবহারকারী সমিতির নেতারা জানান, ভারতীয় অংশে পণ্য পরিবহনে বিলম্ব হলে এখানেও ভোগান্তি তৈরি হয়। দুই দেশের সমন্বয় বাড়ানোর দাবি জানিয়েছেন তাঁরা। bbox=[773, 1541, 1008, 1580]
lower-paragraph: নারী নেত্রীরা বলছেন, সরাসরি নির্বাচনের মাধ্যমে নারী প্রতিনিধিদের জবাবদিহি বাড়বে এবং তাঁরা স্বাধীনভাবে কাজ করতে পারবেন। bbox=[1023, 1699, 1258, 1738]
rampal-headline: রামপালে বছরে ১ হাজার ২৫০ মেঃ টন খাদ্য উৎপাদন বঞ্চিত bbox=[303, 85, 663, 147]
lower-2-intro bbox=[774, 1383, 1009, 1466]
batiaghata-headline: বটিয়াঘাটায় ভাস্কর মনীন্দ্র নাথের আত্মহত্যা bbox=[683, 48, 845, 128]
lower-3-headline: কয়রা উপজেলার ৯৭ ভাগ bbox=[1023, 1555, 1258, 1577]
rampal-paragraph: উপজেলা কৃষি কার্যালয় সূত্রে জানা গেছে, রামপালের মোট আবাদযোগ্য জমির পরিমাণ ১৪ হাজার ৬২০ হেক্টর। এর মধ্যে বর্তমানে ৯ হাজার ২৪০ হেক্টর জমিতে আবাদ হচ্ছে। বাকি জমি লবণাক্ততা, জলাবদ্ধতা ও অবকাঠামোগত সমস্যার কারণে অনাবাদী রয়েছে। bbox=[425, 154, 541, 275]
lower-paragraph: নাগরিক সমাজের প্রতিনিধিরা বলছেন, রাজনৈতিক সিদ্ধান্তের পাশাপাশি আইনের শাসন প্রতিষ্ঠা এবং বিচারিক প্রক্রিয়ার স্বাধীনতা নিশ্চিত করা প্রয়োজন। bbox=[524, 1521, 759, 1560]
debhata-block bbox=[303, 558, 421, 1322]
lower-2-sub-0-body bbox=[774, 1616, 1009, 1726]
lower-0-body bbox=[25, 1417, 260, 1500]
bnp-paragraph: আশাশুনি উপজেলা বিএনপির দলীয় কার্যালয়ের তালা ভেঙে দখলের অভিযোগ উঠেছে। এর প্রতিবাদে বুধবার দুপুরে উপজেলা সদরে মানববন্ধন ও বিক্ষোভ মিছিল করেছেন দলের নেতাকর্মীরা। bbox=[866, 224, 1184, 262]
lower-col-2 bbox=[268, 1377, 517, 2042]
lower-paragraph: পর্যবেক্ষকেরা বলছেন, আসন্ন মাসগুলোতে উচ্চপর্যায়ের আরও কয়েকটি সফরের মধ্য দিয়ে দ্বিপক্ষীয় সম্পর্কের নতুন অধ্যায় শুরু হতে পারে। bbox=[524, 1707, 759, 1745]
lower-0-sub-1: বেসরকারি শিক্ষকদের শুভাগ্য শুল্ক bbox=[25, 1733, 260, 1755]
lead-paragraph: মধ্যপ্রাচ্যের সংকট শুধু ওই অঞ্চলের সমস্যা নয়। বিশ্ব অর্থনীতি, জ্বালানি বাজার এবং খাদ্য সরবরাহ ব্যবস্থার ওপর এর প্রভাব সুদূরপ্রসারী। তেলের দাম বেড়ে গেলে বাংলাদেশের মতো আমদানিনির্ভর দেশগুলোকে বাড়তি চাপ নিতে হয়। তাই যুদ্ধবিরতি স্থায়ী রূপ পাওয়া আমাদের জন্যও জরুরি। bbox=[18, 399, 296, 473]
lower-paragraph: হঠাৎ রাতের বৃষ্টিতে বাজারে সরবরাহ ব্যবস্থায় প্রভাব পড়েছে। কাঁচা বাজারে কিছু পণ্যের দাম বেড়ে গেছে বলে জানিয়েছেন বিক্রেতারা। bbox=[773, 1617, 1008, 1655]
lower-paragraph: এর আগে ২০২৪ সালের ১১ অক্টোবর আওয়ামী লীগ ও এর সহযোগী সংগঠনগুলোর রাজনৈতিক কার্যক্রম নিষিদ্ধ করা হয়েছিল। সেই ধারাবাহিকতায় নতুন প্রজ্ঞাপন জারি করা হয়েছে। bbox=[25, 1417, 260, 1456]
lower-paragraph: কৃষি বিভাগ জানিয়েছে, বৃষ্টিতে কিছু ক্ষেতে জলাবদ্ধতা সৃষ্টি হলেও বড় ধরনের ক্ষতির আশঙ্কা নেই। আগামী কয়েক দিনে পরিস্থিতি স্বাভাবিক হবে। bbox=[773, 1685, 1008, 1724]
lower-paragraph: বক্তারা বলেন, বরাদ্দ বিতরণে স্বচ্ছতা ও জবাবদিহি না থাকলে উন্নয়নের সুফল সাধারণ মানুষের কাছে পৌঁছায় না। bbox=[25, 2015, 260, 2040]
lower-paragraph: উপস্থিত কর্মকর্তারা জানান, চলতি অর্থবছরে বিভাগজুড়ে অবকাঠামো উন্নয়নে বড় ধরনের বরাদ্দ পাওয়া গেছে। এর সুফল আগামী অর্থবছরে দৃশ্যমান হবে। bbox=[773, 1871, 1008, 1909]
rampal-column bbox=[297, 48, 669, 1322]
lower-paragraph: আইনটি সন্ত্রাসবিরোধী আইন, ২০০৯ (২০০৯ সনের ১৬ নং আইন) এর সংশোধনী হিসেবে গেজেট আকারে প্রকাশিত হয়েছে। প্রজ্ঞাপনে বলা হয়, কোনো সংগঠনের কার্যক্রম নিষিদ্ধ ঘোষণার ক্ষমতা সরকারের হাতে সংরক্ষিত থাকবে। bbox=[274, 1659, 509, 1711]
bnp-paragraph: উপজেলা বিএনপির আহ্বায়ক বলেন, গণতান্ত্রিক রাজনীতিতে এ ধরনের দখলদারি কর্মকাণ্ড কোনোভাবেই মেনে নেওয়া হবে না। প্রশাসনের কাছে লিখিত অভিযোগ দেওয়া হয়েছে বলেও তিনি জানান। bbox=[1190, 210, 1508, 249]
lower-paragraph: খামারিরা বলছেন, পশুখাদ্যের দাম বৃদ্ধিতে উৎপাদন খরচ বেড়ে গেছে। ন্যায্যমূল্য না পেলে ছোট খামারগুলো টিকে থাকতে পারবে না। bbox=[524, 1809, 759, 1848]
dacope-paragraph: নির্বাচন কমিশনের তফসিল ঘোষণা না হলেও প্রার্থীরা পোস্টার, লিফলেট ও সামাজিক যোগাযোগমাধ্যমে প্রচার চালাচ্ছেন। কেউ কেউ উঠান বৈঠক করে ভোটারদের কাছে নিজেদের পরিকল্পনা তুলে ধরছেন। bbox=[429, 978, 542, 1086]
rampal-col-1 bbox=[303, 153, 418, 552]
bnp-paragraph: মানববন্ধনে বক্তারা বলেন, দীর্ঘদিন ধরে ব্যবহৃত দলীয় কার্যালয়ে একটি পক্ষ জোরপূর্বক প্রবেশ করে তালা ভেঙে দখল নিয়েছে। এ ঘটনায় তাঁরা তীব্র ক্ষোভ প্রকাশ করেন এবং দোষীদের বিরুদ্ধে আইনানুগ ব্যবস্থা নেওয়ার দাবি জানান। bbox=[866, 265, 1184, 304]
bnp-byline: আশাশুনি (সাতক্ষীরা) সংবাদদাতা bbox=[874, 210, 997, 221]
batiaghata-byline: বটিয়াঘাটা সংবাদদাতা bbox=[684, 137, 766, 148]
lower-3-body bbox=[1023, 1582, 1258, 1665]
debhata-paragraph: একই দিন বিকেলে উপজেলা পরিষদ চত্বরে দুই দিনব্যাপী বিজ্ঞান ও প্রযুক্তি মেলার উদ্বোধন করা হয়। মেলায় উপজেলার ১৮টি শিক্ষাপ্রতিষ্ঠানের শিক্ষার্থীরা বিভিন্ন প্রকল্প প্রদর্শন করে। bbox=[303, 877, 421, 971]
lower-paragraph: কয়রা উপজেলার প্রায় ৯৭ ভাগ পরিবারে বিশুদ্ধ খাবার পানির সংকট রয়েছে বলে স্থানীয় একটি সংস্থার সমীক্ষায় উঠে এসেছে। লবণাক্ততা বৃদ্ধিই এর প্রধান কারণ। bbox=[1023, 1383, 1258, 1422]
lead-paragraph: আমরা আশা করি, এ যুদ্ধবিরতি কেবল দুই সপ্তাহের বিরতি হয়ে থাকবে না। এটিই হোক দীর্ঘমেয়াদি শান্তি প্রক্রিয়ার সূচনা। যুদ্ধ কখনো কোনো জাতির কল্যাণ বয়ে আনে না; আনে শুধু ধ্বংস, উদ্বাস্তু ও অনিশ্চয়তা। মানবতার স্বার্থেই অস্ত্র নামিয়ে রাখা উচিত। bbox=[18, 603, 296, 662]
batiaghata-body bbox=[676, 137, 852, 536]
lower-2-sub-2-body bbox=[774, 1946, 1009, 2015]
right-item-1-headline: মোল্লাহাটে ইউএনওর সঙ্গে প্রেসক্লাব নেতৃবৃন্দের সৌজন্য সাক্ষাৎ bbox=[1191, 535, 1509, 577]
lower-4-sub-0-body bbox=[1273, 1616, 1508, 1699]
lower-0-sub-1-body bbox=[25, 1760, 260, 1953]
lower-3-sub-0-body bbox=[1023, 1699, 1258, 1823]
lower-paragraph: স্থানীয় পর্যায়ে উন্নয়ন পরিকল্পনা প্রণয়নে জনঅংশগ্রহণ নিশ্চিত করার ওপর গুরুত্ব দেওয়া হয়েছে এক আলোচনা সভায়। bbox=[25, 1987, 260, 2012]
lower-1-sub-0-body bbox=[524, 1781, 759, 1877]
lower-1-body bbox=[524, 1596, 759, 1747]
meeting-photo bbox=[429, 558, 663, 690]
lower-paragraph: বেসরকারি মাধ্যমিক ও উচ্চমাধ্যমিক স্তরের শিক্ষক–কর্মচারীদের বদলি প্রক্রিয়া সহজ করার উদ্যোগ নিয়েছে শিক্ষা মন্ত্রণালয়। নতুন নীতিমালায় অনলাইনে আবেদন ও স্বয়ংক্রিয় পদ্ধতিতে বদলির সুযোগ রাখা হচ্ছে। bbox=[274, 1562, 509, 1615]
